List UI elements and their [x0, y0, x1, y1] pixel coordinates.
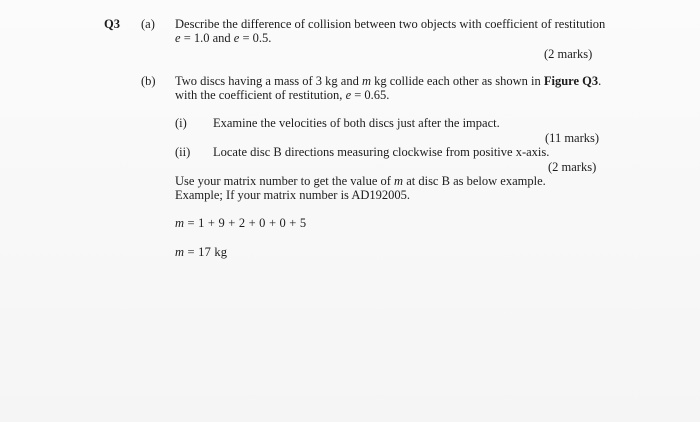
text: = 0.5. — [239, 31, 272, 45]
sub-ii-text: Locate disc B directions measuring clockwise from positive x-axis. — [213, 145, 550, 159]
var-e: e — [345, 88, 352, 102]
var-m: m — [175, 216, 185, 230]
sub-i-text: Examine the velocities of both discs just after the impact. — [213, 116, 500, 130]
part-a-line2 — [175, 31, 271, 45]
note-line1 — [175, 174, 546, 188]
sub-i-marks: (11 marks) — [545, 131, 600, 145]
note-line2: Example; If your matrix number is AD192005. — [175, 188, 411, 202]
question-number: Q3 — [104, 17, 120, 31]
text: Use your matrix number to get the value of — [175, 174, 395, 188]
part-a-label: (a) — [141, 17, 155, 31]
part-b-label: (b) — [141, 74, 156, 88]
sub-ii-marks: (2 marks) — [548, 160, 597, 174]
part-b-line2 — [175, 88, 389, 102]
sub-i-label: (i) — [175, 116, 187, 130]
sub-ii-label: (ii) — [175, 145, 191, 159]
text: Two discs having a mass of 3 kg and — [175, 74, 362, 88]
part-b-line1 — [175, 74, 601, 88]
var-m: m — [175, 245, 185, 259]
equation-rhs: = 17 kg — [184, 245, 228, 259]
text: = 0.65. — [351, 88, 390, 102]
text: kg collide each other as shown in — [370, 74, 544, 88]
equation-result — [175, 245, 227, 259]
figure-ref: Figure Q3 — [543, 74, 599, 88]
var-m: m — [361, 74, 371, 88]
equation-sum — [175, 216, 306, 230]
text: with the coefficient of restitution, — [175, 88, 346, 102]
part-a-line1: Describe the difference of collision between two objects with coefficient of restitution — [175, 17, 606, 31]
text: . — [598, 74, 602, 88]
var-m: m — [394, 174, 404, 188]
text: = 1.0 and — [180, 31, 234, 45]
var-e: e — [175, 31, 181, 45]
part-a-marks: (2 marks) — [544, 47, 593, 61]
text: at disc B as below example. — [403, 174, 546, 188]
equation-rhs: = 1 + 9 + 2 + 0 + 0 + 5 — [184, 216, 307, 230]
var-e: e — [233, 31, 240, 45]
